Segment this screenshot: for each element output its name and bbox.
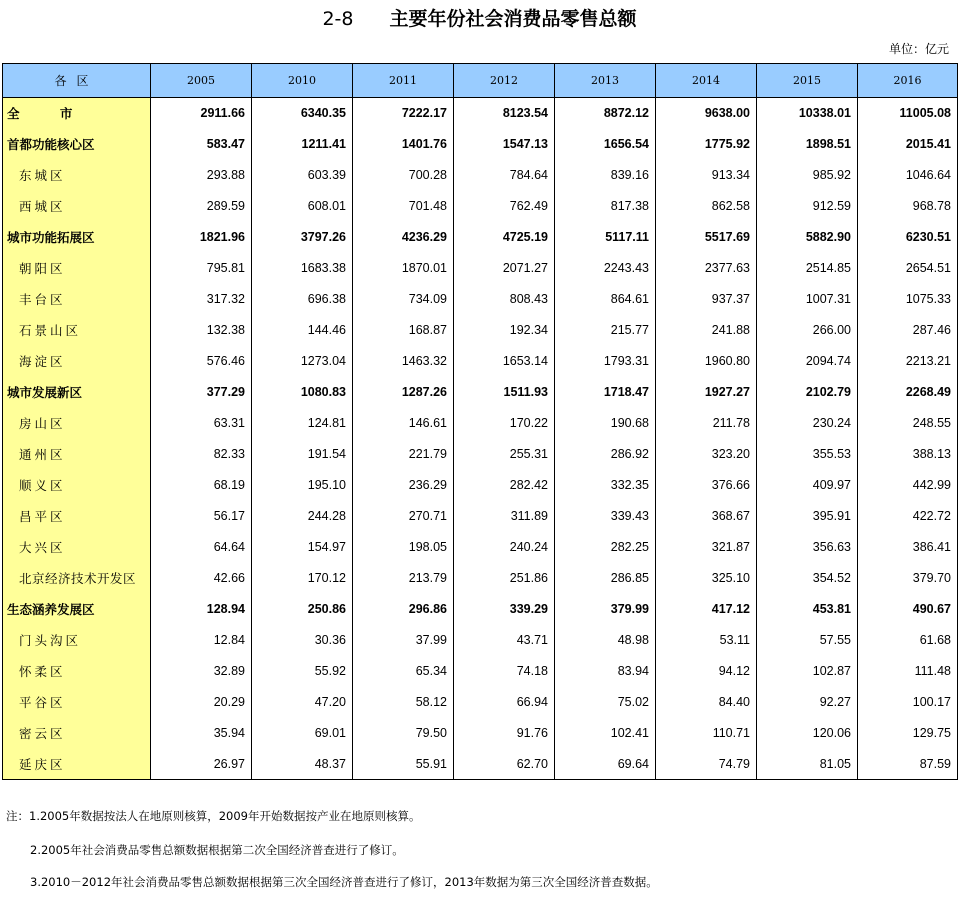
table-row [3, 408, 958, 439]
retail-sales-table [2, 63, 958, 780]
value-cell: 79.50 [353, 718, 454, 749]
value-cell: 100.17 [858, 687, 958, 718]
value-cell: 1821.96 [151, 222, 252, 253]
value-cell: 74.18 [454, 656, 555, 687]
value-cell: 862.58 [656, 191, 757, 222]
value-cell: 1080.83 [252, 377, 353, 408]
table-row [3, 563, 958, 594]
value-cell: 215.77 [555, 315, 656, 346]
area-name-cell: 石景山区 [3, 315, 151, 346]
table-title: 主要年份社会消费品零售总额 [389, 8, 637, 30]
value-cell: 124.81 [252, 408, 353, 439]
value-cell: 289.59 [151, 191, 252, 222]
value-cell: 57.55 [757, 625, 858, 656]
value-cell: 68.19 [151, 470, 252, 501]
value-cell: 221.79 [353, 439, 454, 470]
value-cell: 311.89 [454, 501, 555, 532]
value-cell: 1960.80 [656, 346, 757, 377]
value-cell: 92.27 [757, 687, 858, 718]
value-cell: 1211.41 [252, 129, 353, 160]
value-cell: 230.24 [757, 408, 858, 439]
value-cell: 325.10 [656, 563, 757, 594]
table-row [3, 191, 958, 222]
value-cell: 9638.00 [656, 98, 757, 129]
value-cell: 296.86 [353, 594, 454, 625]
value-cell: 784.64 [454, 160, 555, 191]
value-cell: 82.33 [151, 439, 252, 470]
note-1: 注：1.2005年数据按法人在地原则核算，2009年开始数据按产业在地原则核算。 [6, 809, 421, 823]
note-3: 3.2010－2012年社会消费品零售总额数据根据第三次全国经济普查进行了修订，2013年数据为第三次全国经济普查数据。 [30, 875, 658, 889]
area-name-cell: 朝阳区 [3, 253, 151, 284]
value-cell: 701.48 [353, 191, 454, 222]
table-row [3, 718, 958, 749]
value-cell: 700.28 [353, 160, 454, 191]
year-column-header: 2016 [858, 64, 958, 98]
area-name-cell: 延庆区 [3, 749, 151, 780]
value-cell: 2102.79 [757, 377, 858, 408]
year-column-header: 2012 [454, 64, 555, 98]
value-cell: 282.42 [454, 470, 555, 501]
value-cell: 490.67 [858, 594, 958, 625]
note-2: 2.2005年社会消费品零售总额数据根据第二次全国经济普查进行了修订。 [30, 843, 404, 857]
table-row [3, 284, 958, 315]
value-cell: 195.10 [252, 470, 353, 501]
value-cell: 69.64 [555, 749, 656, 780]
value-cell: 55.91 [353, 749, 454, 780]
header-row [3, 64, 958, 98]
value-cell: 422.72 [858, 501, 958, 532]
value-cell: 56.17 [151, 501, 252, 532]
area-name-cell: 北京经济技术开发区 [3, 563, 151, 594]
area-name-cell: 西城区 [3, 191, 151, 222]
year-column-header: 2011 [353, 64, 454, 98]
area-name-cell: 东城区 [3, 160, 151, 191]
value-cell: 190.68 [555, 408, 656, 439]
value-cell: 43.71 [454, 625, 555, 656]
area-name-cell: 顺义区 [3, 470, 151, 501]
value-cell: 42.66 [151, 563, 252, 594]
value-cell: 240.24 [454, 532, 555, 563]
value-cell: 251.86 [454, 563, 555, 594]
value-cell: 417.12 [656, 594, 757, 625]
value-cell: 4236.29 [353, 222, 454, 253]
area-name-cell: 房山区 [3, 408, 151, 439]
value-cell: 47.20 [252, 687, 353, 718]
table-row [3, 315, 958, 346]
table-body [3, 98, 958, 780]
value-cell: 795.81 [151, 253, 252, 284]
value-cell: 2071.27 [454, 253, 555, 284]
area-column-header: 各区 [3, 64, 151, 98]
value-cell: 110.71 [656, 718, 757, 749]
value-cell: 817.38 [555, 191, 656, 222]
value-cell: 376.66 [656, 470, 757, 501]
value-cell: 1463.32 [353, 346, 454, 377]
value-cell: 250.86 [252, 594, 353, 625]
table-row [3, 129, 958, 160]
value-cell: 144.46 [252, 315, 353, 346]
value-cell: 55.92 [252, 656, 353, 687]
table-row [3, 160, 958, 191]
value-cell: 2911.66 [151, 98, 252, 129]
value-cell: 603.39 [252, 160, 353, 191]
table-row [3, 532, 958, 563]
value-cell: 355.53 [757, 439, 858, 470]
value-cell: 84.40 [656, 687, 757, 718]
value-cell: 30.36 [252, 625, 353, 656]
value-cell: 5117.11 [555, 222, 656, 253]
value-cell: 453.81 [757, 594, 858, 625]
value-cell: 61.68 [858, 625, 958, 656]
area-name-cell: 丰台区 [3, 284, 151, 315]
value-cell: 37.99 [353, 625, 454, 656]
table-row [3, 749, 958, 780]
value-cell: 323.20 [656, 439, 757, 470]
value-cell: 5882.90 [757, 222, 858, 253]
value-cell: 120.06 [757, 718, 858, 749]
value-cell: 35.94 [151, 718, 252, 749]
value-cell: 241.88 [656, 315, 757, 346]
value-cell: 2243.43 [555, 253, 656, 284]
table-code: 2-8 [322, 8, 354, 30]
value-cell: 2015.41 [858, 129, 958, 160]
value-cell: 377.29 [151, 377, 252, 408]
value-cell: 129.75 [858, 718, 958, 749]
value-cell: 734.09 [353, 284, 454, 315]
value-cell: 2094.74 [757, 346, 858, 377]
year-column-header: 2015 [757, 64, 858, 98]
value-cell: 102.87 [757, 656, 858, 687]
value-cell: 1870.01 [353, 253, 454, 284]
table-row [3, 594, 958, 625]
value-cell: 1075.33 [858, 284, 958, 315]
value-cell: 608.01 [252, 191, 353, 222]
value-cell: 368.67 [656, 501, 757, 532]
value-cell: 74.79 [656, 749, 757, 780]
value-cell: 12.84 [151, 625, 252, 656]
value-cell: 266.00 [757, 315, 858, 346]
value-cell: 69.01 [252, 718, 353, 749]
year-column-header: 2010 [252, 64, 353, 98]
value-cell: 583.47 [151, 129, 252, 160]
value-cell: 286.92 [555, 439, 656, 470]
value-cell: 696.38 [252, 284, 353, 315]
value-cell: 236.29 [353, 470, 454, 501]
value-cell: 75.02 [555, 687, 656, 718]
value-cell: 8123.54 [454, 98, 555, 129]
value-cell: 912.59 [757, 191, 858, 222]
table-row [3, 253, 958, 284]
value-cell: 191.54 [252, 439, 353, 470]
value-cell: 26.97 [151, 749, 252, 780]
value-cell: 1793.31 [555, 346, 656, 377]
value-cell: 3797.26 [252, 222, 353, 253]
value-cell: 94.12 [656, 656, 757, 687]
value-cell: 2268.49 [858, 377, 958, 408]
value-cell: 58.12 [353, 687, 454, 718]
table-row [3, 222, 958, 253]
area-name-cell: 首都功能核心区 [3, 129, 151, 160]
area-name-cell: 城市功能拓展区 [3, 222, 151, 253]
unit-label: 单位：亿元 [888, 42, 949, 56]
value-cell: 1547.13 [454, 129, 555, 160]
area-name-cell: 生态涵养发展区 [3, 594, 151, 625]
value-cell: 1927.27 [656, 377, 757, 408]
value-cell: 154.97 [252, 532, 353, 563]
value-cell: 2514.85 [757, 253, 858, 284]
table-row [3, 625, 958, 656]
value-cell: 248.55 [858, 408, 958, 439]
year-column-header: 2014 [656, 64, 757, 98]
area-name-cell: 海淀区 [3, 346, 151, 377]
table-row [3, 687, 958, 718]
value-cell: 63.31 [151, 408, 252, 439]
value-cell: 339.43 [555, 501, 656, 532]
value-cell: 1511.93 [454, 377, 555, 408]
value-cell: 442.99 [858, 470, 958, 501]
value-cell: 111.48 [858, 656, 958, 687]
value-cell: 6340.35 [252, 98, 353, 129]
table-row [3, 470, 958, 501]
value-cell: 386.41 [858, 532, 958, 563]
value-cell: 762.49 [454, 191, 555, 222]
value-cell: 1401.76 [353, 129, 454, 160]
area-name-cell: 全 市 [3, 98, 151, 129]
value-cell: 287.46 [858, 315, 958, 346]
value-cell: 1273.04 [252, 346, 353, 377]
area-name-cell: 密云区 [3, 718, 151, 749]
table-row [3, 439, 958, 470]
value-cell: 1287.26 [353, 377, 454, 408]
value-cell: 937.37 [656, 284, 757, 315]
value-cell: 4725.19 [454, 222, 555, 253]
value-cell: 839.16 [555, 160, 656, 191]
value-cell: 244.28 [252, 501, 353, 532]
value-cell: 66.94 [454, 687, 555, 718]
value-cell: 286.85 [555, 563, 656, 594]
value-cell: 1898.51 [757, 129, 858, 160]
value-cell: 213.79 [353, 563, 454, 594]
value-cell: 62.70 [454, 749, 555, 780]
value-cell: 7222.17 [353, 98, 454, 129]
value-cell: 1775.92 [656, 129, 757, 160]
value-cell: 168.87 [353, 315, 454, 346]
value-cell: 282.25 [555, 532, 656, 563]
value-cell: 968.78 [858, 191, 958, 222]
value-cell: 864.61 [555, 284, 656, 315]
area-name-cell: 大兴区 [3, 532, 151, 563]
value-cell: 53.11 [656, 625, 757, 656]
area-name-cell: 昌平区 [3, 501, 151, 532]
value-cell: 293.88 [151, 160, 252, 191]
value-cell: 339.29 [454, 594, 555, 625]
value-cell: 48.37 [252, 749, 353, 780]
area-name-cell: 平谷区 [3, 687, 151, 718]
table-row [3, 656, 958, 687]
year-column-header: 2005 [151, 64, 252, 98]
area-name-cell: 城市发展新区 [3, 377, 151, 408]
table-row [3, 377, 958, 408]
value-cell: 2377.63 [656, 253, 757, 284]
value-cell: 1683.38 [252, 253, 353, 284]
value-cell: 170.12 [252, 563, 353, 594]
value-cell: 913.34 [656, 160, 757, 191]
value-cell: 128.94 [151, 594, 252, 625]
value-cell: 332.35 [555, 470, 656, 501]
page-title [0, 6, 959, 32]
value-cell: 317.32 [151, 284, 252, 315]
value-cell: 8872.12 [555, 98, 656, 129]
value-cell: 11005.08 [858, 98, 958, 129]
value-cell: 146.61 [353, 408, 454, 439]
value-cell: 81.05 [757, 749, 858, 780]
value-cell: 6230.51 [858, 222, 958, 253]
value-cell: 379.70 [858, 563, 958, 594]
value-cell: 48.98 [555, 625, 656, 656]
table-row [3, 501, 958, 532]
value-cell: 65.34 [353, 656, 454, 687]
value-cell: 270.71 [353, 501, 454, 532]
value-cell: 132.38 [151, 315, 252, 346]
value-cell: 211.78 [656, 408, 757, 439]
area-name-cell: 通州区 [3, 439, 151, 470]
area-name-cell: 怀柔区 [3, 656, 151, 687]
area-name-cell: 门头沟区 [3, 625, 151, 656]
value-cell: 1718.47 [555, 377, 656, 408]
value-cell: 321.87 [656, 532, 757, 563]
value-cell: 198.05 [353, 532, 454, 563]
table-row [3, 98, 958, 129]
value-cell: 64.64 [151, 532, 252, 563]
value-cell: 32.89 [151, 656, 252, 687]
value-cell: 409.97 [757, 470, 858, 501]
value-cell: 87.59 [858, 749, 958, 780]
value-cell: 576.46 [151, 346, 252, 377]
value-cell: 379.99 [555, 594, 656, 625]
value-cell: 395.91 [757, 501, 858, 532]
value-cell: 2654.51 [858, 253, 958, 284]
value-cell: 388.13 [858, 439, 958, 470]
value-cell: 10338.01 [757, 98, 858, 129]
value-cell: 255.31 [454, 439, 555, 470]
table-row [3, 346, 958, 377]
value-cell: 2213.21 [858, 346, 958, 377]
value-cell: 83.94 [555, 656, 656, 687]
value-cell: 1046.64 [858, 160, 958, 191]
value-cell: 1653.14 [454, 346, 555, 377]
value-cell: 102.41 [555, 718, 656, 749]
value-cell: 91.76 [454, 718, 555, 749]
year-column-header: 2013 [555, 64, 656, 98]
value-cell: 20.29 [151, 687, 252, 718]
value-cell: 170.22 [454, 408, 555, 439]
value-cell: 192.34 [454, 315, 555, 346]
value-cell: 1007.31 [757, 284, 858, 315]
value-cell: 1656.54 [555, 129, 656, 160]
value-cell: 5517.69 [656, 222, 757, 253]
value-cell: 808.43 [454, 284, 555, 315]
value-cell: 985.92 [757, 160, 858, 191]
value-cell: 354.52 [757, 563, 858, 594]
value-cell: 356.63 [757, 532, 858, 563]
